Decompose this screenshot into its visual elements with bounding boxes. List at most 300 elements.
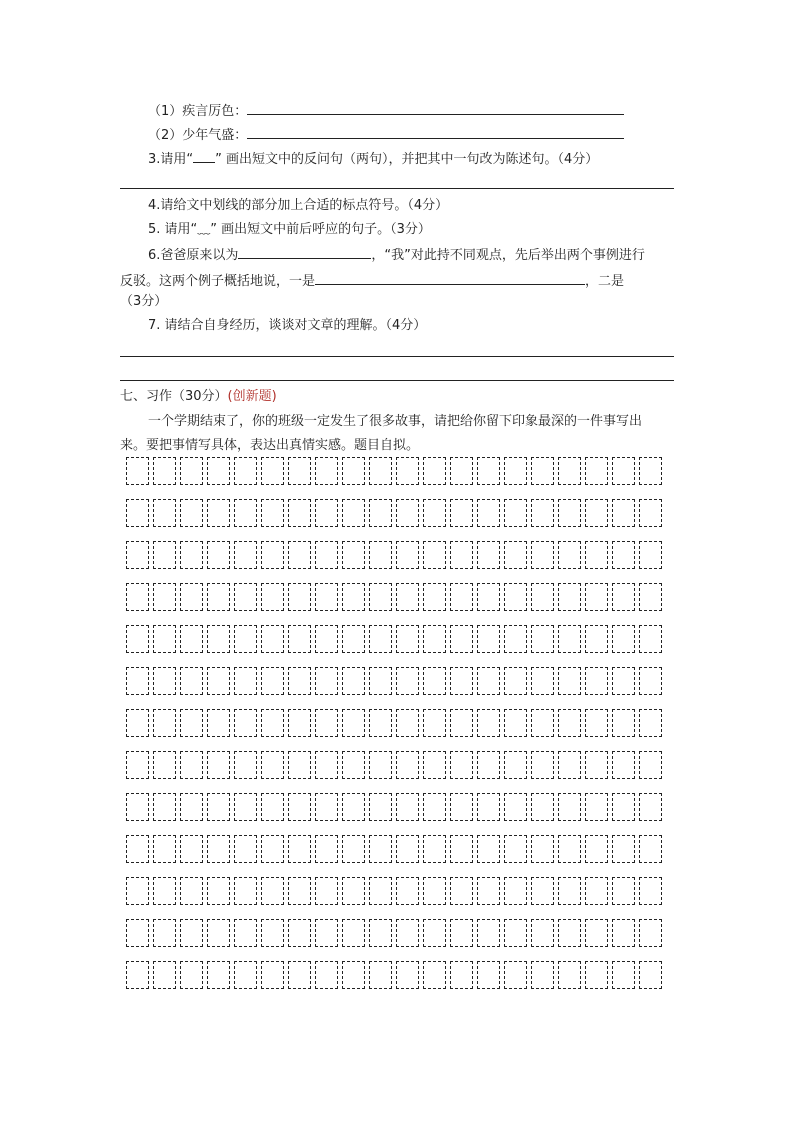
grid-cell[interactable] [423,793,446,821]
grid-cell[interactable] [477,667,500,695]
grid-cell[interactable] [153,583,176,611]
grid-cell[interactable] [504,793,527,821]
grid-row [126,667,666,697]
grid-cell[interactable] [234,919,257,947]
grid-cell[interactable] [558,877,581,905]
grid-cell[interactable] [153,835,176,863]
grid-cell[interactable] [315,793,338,821]
grid-cell[interactable] [369,541,392,569]
grid-cell[interactable] [207,751,230,779]
grid-cell[interactable] [531,709,554,737]
grid-cell[interactable] [558,835,581,863]
grid-cell[interactable] [342,583,365,611]
grid-cell[interactable] [450,457,473,485]
grid-cell[interactable] [180,499,203,527]
grid-cell[interactable] [153,709,176,737]
grid-cell[interactable] [639,541,662,569]
grid-cell[interactable] [423,499,446,527]
grid-cell[interactable] [612,625,635,653]
grid-cell[interactable] [585,625,608,653]
grid-cell[interactable] [477,961,500,989]
composition-tag: (创新题) [227,389,277,404]
q2-item1 [148,100,624,122]
grid-cell[interactable] [612,667,635,695]
grid-cell[interactable] [369,961,392,989]
grid-cell[interactable] [477,625,500,653]
grid-cell[interactable] [234,499,257,527]
grid-cell[interactable] [504,961,527,989]
grid-cell[interactable] [153,793,176,821]
grid-cell[interactable] [450,583,473,611]
grid-cell[interactable] [180,667,203,695]
grid-cell[interactable] [369,793,392,821]
grid-cell[interactable] [234,625,257,653]
grid-cell[interactable] [153,541,176,569]
grid-cell[interactable] [315,961,338,989]
grid-cell[interactable] [504,541,527,569]
q2-item1-label: （1）疾言厉色： [148,104,248,119]
grid-cell[interactable] [207,877,230,905]
grid-cell[interactable] [396,709,419,737]
grid-cell[interactable] [558,625,581,653]
grid-cell[interactable] [180,793,203,821]
grid-cell[interactable] [207,793,230,821]
grid-cell[interactable] [342,751,365,779]
grid-cell[interactable] [639,961,662,989]
grid-cell[interactable] [396,961,419,989]
grid-cell[interactable] [315,457,338,485]
grid-cell[interactable] [504,877,527,905]
grid-cell[interactable] [504,667,527,695]
grid-cell[interactable] [639,919,662,947]
q5-text [148,220,431,240]
grid-cell[interactable] [180,961,203,989]
grid-cell[interactable] [423,541,446,569]
grid-cell[interactable] [342,877,365,905]
grid-cell[interactable] [504,919,527,947]
grid-cell[interactable] [558,667,581,695]
grid-cell[interactable] [288,709,311,737]
grid-cell[interactable] [504,835,527,863]
grid-cell[interactable] [612,751,635,779]
grid-cell[interactable] [207,457,230,485]
grid-cell[interactable] [315,541,338,569]
grid-cell[interactable] [261,835,284,863]
grid-cell[interactable] [153,751,176,779]
grid-cell[interactable] [342,457,365,485]
grid-cell[interactable] [450,625,473,653]
grid-cell[interactable] [126,499,149,527]
grid-cell[interactable] [207,541,230,569]
grid-cell[interactable] [531,793,554,821]
grid-cell[interactable] [315,919,338,947]
grid-cell[interactable] [342,961,365,989]
grid-cell[interactable] [180,877,203,905]
grid-cell[interactable] [477,919,500,947]
grid-cell[interactable] [585,919,608,947]
grid-cell[interactable] [477,835,500,863]
grid-cell[interactable] [369,667,392,695]
grid-cell[interactable] [450,961,473,989]
grid-cell[interactable] [261,751,284,779]
grid-cell[interactable] [396,667,419,695]
grid-cell[interactable] [450,667,473,695]
grid-cell[interactable] [180,919,203,947]
grid-row [126,961,666,991]
grid-cell[interactable] [153,667,176,695]
q6-text-b: ，“我”对此持不同观点，先后举出两个事例进行 [371,248,645,263]
grid-cell[interactable] [477,751,500,779]
grid-cell[interactable] [288,835,311,863]
grid-cell[interactable] [585,751,608,779]
grid-cell[interactable] [153,457,176,485]
grid-cell[interactable] [396,625,419,653]
grid-cell[interactable] [207,919,230,947]
grid-cell[interactable] [180,751,203,779]
grid-cell[interactable] [396,499,419,527]
grid-cell[interactable] [504,499,527,527]
grid-cell[interactable] [504,625,527,653]
grid-cell[interactable] [288,877,311,905]
q4-text: 4.请给文中划线的部分加上合适的标点符号。（4分） [148,198,449,213]
grid-row [126,583,666,613]
grid-cell[interactable] [126,961,149,989]
grid-cell[interactable] [153,919,176,947]
grid-cell[interactable] [639,667,662,695]
grid-cell[interactable] [504,583,527,611]
grid-cell[interactable] [612,877,635,905]
grid-cell[interactable] [504,457,527,485]
grid-cell[interactable] [288,751,311,779]
grid-cell[interactable] [396,751,419,779]
grid-cell[interactable] [639,877,662,905]
grid-cell[interactable] [369,877,392,905]
grid-cell[interactable] [558,919,581,947]
grid-cell[interactable] [207,499,230,527]
grid-cell[interactable] [477,457,500,485]
grid-cell[interactable] [234,457,257,485]
grid-cell[interactable] [315,667,338,695]
grid-cell[interactable] [477,541,500,569]
grid-cell[interactable] [234,667,257,695]
grid-cell[interactable] [558,457,581,485]
grid-cell[interactable] [369,499,392,527]
grid-cell[interactable] [180,583,203,611]
grid-cell[interactable] [531,961,554,989]
grid-cell[interactable] [369,583,392,611]
grid-cell[interactable] [126,835,149,863]
grid-cell[interactable] [450,751,473,779]
grid-cell[interactable] [585,961,608,989]
grid-cell[interactable] [288,919,311,947]
grid-cell[interactable] [396,541,419,569]
grid-cell[interactable] [261,919,284,947]
grid-cell[interactable] [234,583,257,611]
grid-cell[interactable] [531,625,554,653]
grid-cell[interactable] [531,583,554,611]
grid-cell[interactable] [423,583,446,611]
grid-cell[interactable] [315,583,338,611]
grid-cell[interactable] [423,877,446,905]
grid-cell[interactable] [315,709,338,737]
grid-cell[interactable] [315,751,338,779]
grid-cell[interactable] [477,499,500,527]
grid-cell[interactable] [639,751,662,779]
grid-cell[interactable] [558,541,581,569]
grid-cell[interactable] [342,919,365,947]
q3-underline-mark [193,148,215,163]
grid-row [126,499,666,529]
grid-cell[interactable] [315,499,338,527]
grid-cell[interactable] [585,457,608,485]
grid-cell[interactable] [450,877,473,905]
grid-cell[interactable] [639,835,662,863]
composition-prompt-1: 一个学期结束了，你的班级一定发生了很多故事，请把给你留下印象最深的一件事写出 [148,414,643,429]
grid-cell[interactable] [612,961,635,989]
grid-cell[interactable] [261,541,284,569]
grid-cell[interactable] [450,499,473,527]
grid-cell[interactable] [531,667,554,695]
grid-cell[interactable] [450,919,473,947]
grid-cell[interactable] [450,541,473,569]
grid-cell[interactable] [342,499,365,527]
grid-cell[interactable] [369,835,392,863]
q3-text-pre: 3.请用“ [148,152,194,167]
grid-row [126,709,666,739]
grid-cell[interactable] [288,457,311,485]
grid-cell[interactable] [612,583,635,611]
grid-cell[interactable] [477,583,500,611]
q5-wave-mark: ﹏ [197,222,211,237]
grid-cell[interactable] [639,793,662,821]
q6-text-a: 6.爸爸原来以为 [148,248,239,263]
grid-cell[interactable] [423,835,446,863]
grid-cell[interactable] [288,583,311,611]
grid-cell[interactable] [585,583,608,611]
grid-cell[interactable] [396,919,419,947]
grid-cell[interactable] [369,919,392,947]
grid-cell[interactable] [342,625,365,653]
q7-answer-line-1[interactable] [120,356,674,357]
grid-cell[interactable] [396,583,419,611]
grid-cell[interactable] [585,835,608,863]
grid-cell[interactable] [180,541,203,569]
grid-cell[interactable] [639,709,662,737]
grid-cell[interactable] [477,877,500,905]
grid-cell[interactable] [639,625,662,653]
grid-cell[interactable] [531,499,554,527]
grid-cell[interactable] [342,835,365,863]
grid-cell[interactable] [423,709,446,737]
grid-cell[interactable] [585,499,608,527]
composition-heading-text: 七、习作（30分） [120,389,228,404]
grid-cell[interactable] [261,583,284,611]
grid-row [126,919,666,949]
grid-row [126,835,666,865]
grid-cell[interactable] [477,709,500,737]
grid-cell[interactable] [423,625,446,653]
q6-line3: （3分） [120,294,168,309]
grid-cell[interactable] [639,583,662,611]
q3-answer-line[interactable] [120,188,674,189]
grid-cell[interactable] [531,457,554,485]
grid-cell[interactable] [288,961,311,989]
q2-item2-answer-blank[interactable] [247,124,624,139]
grid-row [126,625,666,655]
grid-cell[interactable] [207,835,230,863]
grid-cell[interactable] [261,709,284,737]
grid-cell[interactable] [180,457,203,485]
grid-cell[interactable] [342,667,365,695]
grid-cell[interactable] [558,583,581,611]
q2-item1-answer-blank[interactable] [247,100,624,115]
grid-cell[interactable] [315,625,338,653]
grid-cell[interactable] [234,751,257,779]
grid-cell[interactable] [531,919,554,947]
grid-cell[interactable] [531,751,554,779]
grid-cell[interactable] [153,877,176,905]
grid-cell[interactable] [423,919,446,947]
q6-blank-1[interactable] [238,244,371,259]
grid-row [126,457,666,487]
q5-text-pre: 5. 请用“ [148,222,198,237]
grid-cell[interactable] [315,835,338,863]
grid-cell[interactable] [234,793,257,821]
grid-cell[interactable] [126,877,149,905]
grid-cell[interactable] [126,457,149,485]
grid-cell[interactable] [315,877,338,905]
grid-cell[interactable] [639,457,662,485]
q6-text-d: ，二是 [585,274,625,289]
grid-cell[interactable] [126,625,149,653]
grid-cell[interactable] [612,499,635,527]
grid-cell[interactable] [207,667,230,695]
q7-text: 7. 请结合自身经历，谈谈对文章的理解。（4分） [148,318,427,333]
grid-cell[interactable] [612,541,635,569]
grid-row [126,751,666,781]
q6-blank-2[interactable] [315,270,585,285]
grid-cell[interactable] [396,877,419,905]
grid-cell[interactable] [261,877,284,905]
grid-cell[interactable] [369,709,392,737]
grid-cell[interactable] [207,961,230,989]
grid-cell[interactable] [234,877,257,905]
grid-cell[interactable] [153,499,176,527]
grid-cell[interactable] [585,709,608,737]
grid-cell[interactable] [180,709,203,737]
grid-cell[interactable] [612,919,635,947]
q7-answer-line-2[interactable] [120,380,674,381]
grid-row [126,793,666,823]
grid-cell[interactable] [504,709,527,737]
composition-heading [120,387,277,407]
grid-cell[interactable] [126,793,149,821]
q6-line1 [148,244,645,266]
grid-cell[interactable] [585,667,608,695]
grid-cell[interactable] [369,457,392,485]
grid-cell[interactable] [234,541,257,569]
grid-cell[interactable] [585,877,608,905]
grid-cell[interactable] [261,457,284,485]
grid-cell[interactable] [450,793,473,821]
grid-cell[interactable] [126,709,149,737]
grid-cell[interactable] [288,499,311,527]
grid-cell[interactable] [288,667,311,695]
grid-cell[interactable] [504,751,527,779]
grid-cell[interactable] [207,583,230,611]
grid-cell[interactable] [558,709,581,737]
grid-cell[interactable] [261,793,284,821]
grid-cell[interactable] [612,457,635,485]
grid-cell[interactable] [261,625,284,653]
grid-cell[interactable] [531,541,554,569]
grid-cell[interactable] [423,667,446,695]
grid-cell[interactable] [234,709,257,737]
grid-cell[interactable] [450,709,473,737]
grid-cell[interactable] [477,793,500,821]
grid-cell[interactable] [369,625,392,653]
grid-cell[interactable] [234,835,257,863]
grid-cell[interactable] [423,751,446,779]
grid-cell[interactable] [396,457,419,485]
grid-cell[interactable] [288,541,311,569]
grid-cell[interactable] [207,625,230,653]
grid-cell[interactable] [423,961,446,989]
grid-cell[interactable] [585,541,608,569]
grid-cell[interactable] [180,625,203,653]
grid-cell[interactable] [450,835,473,863]
grid-row [126,877,666,907]
grid-cell[interactable] [234,961,257,989]
grid-cell[interactable] [612,709,635,737]
grid-cell[interactable] [126,751,149,779]
grid-cell[interactable] [639,499,662,527]
grid-cell[interactable] [261,667,284,695]
q6-line2 [120,270,624,292]
grid-cell[interactable] [126,583,149,611]
grid-cell[interactable] [153,625,176,653]
grid-cell[interactable] [585,793,608,821]
grid-cell[interactable] [369,751,392,779]
q6-text-c: 反驳。这两个例子概括地说，一是 [120,274,316,289]
grid-cell[interactable] [207,709,230,737]
grid-cell[interactable] [423,457,446,485]
grid-cell[interactable] [558,961,581,989]
grid-cell[interactable] [288,793,311,821]
q2-item2 [148,124,624,146]
grid-cell[interactable] [126,667,149,695]
grid-cell[interactable] [531,877,554,905]
grid-cell[interactable] [531,835,554,863]
grid-cell[interactable] [261,961,284,989]
grid-cell[interactable] [126,541,149,569]
grid-cell[interactable] [396,793,419,821]
grid-cell[interactable] [342,541,365,569]
grid-cell[interactable] [342,793,365,821]
grid-cell[interactable] [558,793,581,821]
grid-cell[interactable] [558,499,581,527]
grid-cell[interactable] [612,793,635,821]
grid-cell[interactable] [612,835,635,863]
grid-cell[interactable] [180,835,203,863]
grid-cell[interactable] [396,835,419,863]
grid-cell[interactable] [153,961,176,989]
grid-cell[interactable] [342,709,365,737]
grid-cell[interactable] [288,625,311,653]
grid-cell[interactable] [558,751,581,779]
grid-cell[interactable] [261,499,284,527]
grid-cell[interactable] [126,919,149,947]
